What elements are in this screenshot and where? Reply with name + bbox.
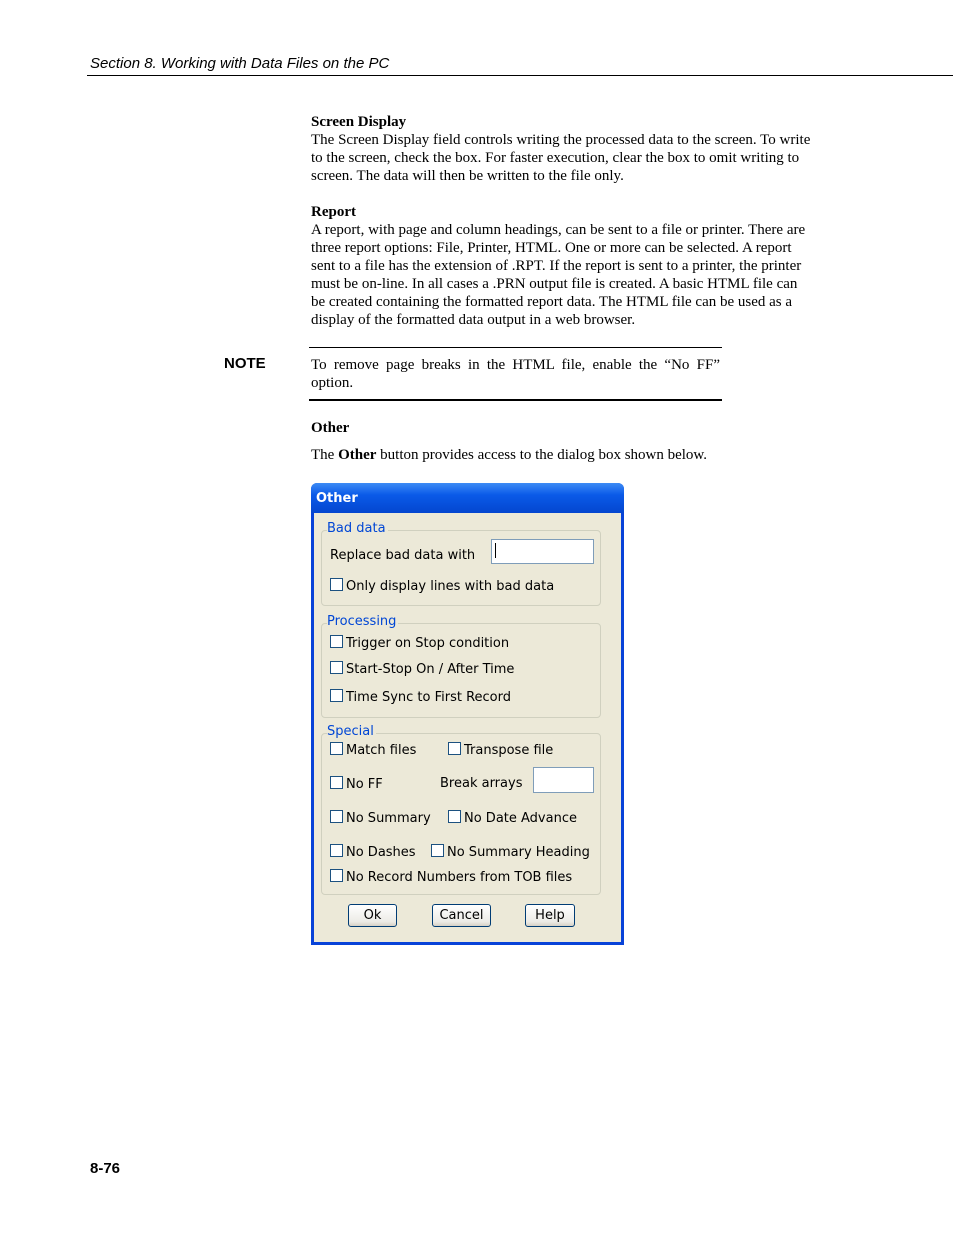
note-box: [309, 347, 722, 401]
cancel-button[interactable]: Cancel: [432, 904, 491, 927]
checkbox-box[interactable]: [330, 578, 343, 591]
checkbox-label: No Date Advance: [464, 811, 577, 826]
break-arrays-input[interactable]: [533, 767, 594, 793]
checkbox-label: No Summary: [346, 811, 431, 826]
start-stop-checkbox[interactable]: [330, 661, 514, 678]
no-ff-checkbox[interactable]: [330, 776, 383, 793]
ok-button[interactable]: Ok: [348, 904, 397, 927]
screen-display-body: The Screen Display field controls writing the processed data to the screen. To write to the screen, check the box. For faster execution, clear the box to omit writing to screen. The data will then be written to the file only.: [311, 132, 811, 184]
note-label: NOTE: [224, 355, 266, 372]
transpose-file-checkbox[interactable]: [448, 742, 553, 759]
running-header: Section 8. Working with Data Files on the PC: [90, 55, 390, 72]
other-heading: Other: [311, 420, 350, 436]
other-intro-bold: Other: [338, 447, 377, 463]
processing-legend: Processing: [327, 614, 397, 629]
checkbox-label: Trigger on Stop condition: [346, 636, 510, 651]
special-legend: Special: [327, 724, 374, 739]
screen-display-heading: Screen Display: [311, 114, 407, 130]
screen-display-section: [311, 113, 811, 185]
special-group: [321, 724, 601, 895]
other-intro: [311, 446, 811, 464]
checkbox-label: Time Sync to First Record: [346, 690, 512, 705]
other-intro-text-end: button provides access to the dialog box shown below.: [376, 447, 708, 463]
checkbox-label: No Dashes: [346, 845, 416, 860]
checkbox-box[interactable]: [431, 844, 444, 857]
other-dialog: [311, 483, 624, 945]
text-caret: [495, 543, 496, 558]
checkbox-label: Match files: [346, 743, 417, 758]
checkbox-label: Only display lines with bad data: [346, 579, 555, 594]
checkbox-box[interactable]: [330, 742, 343, 755]
trigger-on-stop-checkbox[interactable]: [330, 635, 509, 652]
checkbox-box[interactable]: [330, 810, 343, 823]
only-display-bad-data-checkbox[interactable]: [330, 578, 554, 595]
dialog-client-area: [314, 513, 621, 942]
checkbox-box[interactable]: [448, 742, 461, 755]
bad-data-group: [321, 521, 601, 606]
checkbox-box[interactable]: [330, 689, 343, 702]
checkbox-label: Transpose file: [464, 743, 554, 758]
other-section: [311, 419, 811, 464]
report-section: [311, 203, 811, 329]
note-text: To remove page breaks in the HTML file, enable the “No FF” option.: [311, 357, 720, 391]
checkbox-box[interactable]: [330, 776, 343, 789]
checkbox-label: No FF: [346, 777, 383, 792]
checkbox-box[interactable]: [330, 844, 343, 857]
replace-bad-data-input[interactable]: [491, 539, 594, 564]
report-heading: Report: [311, 204, 356, 220]
no-summary-heading-checkbox[interactable]: [431, 844, 590, 861]
checkbox-box[interactable]: [330, 661, 343, 674]
checkbox-label: No Record Numbers from TOB files: [346, 870, 573, 885]
header-rule: [87, 75, 953, 76]
no-date-advance-checkbox[interactable]: [448, 810, 577, 827]
processing-group: [321, 614, 601, 718]
match-files-checkbox[interactable]: [330, 742, 416, 759]
no-dashes-checkbox[interactable]: [330, 844, 416, 861]
checkbox-label: Start-Stop On / After Time: [346, 662, 515, 677]
no-summary-checkbox[interactable]: [330, 810, 431, 827]
checkbox-box[interactable]: [330, 635, 343, 648]
dialog-title: Other: [316, 491, 358, 506]
dialog-title-bar[interactable]: [311, 483, 624, 513]
report-body: A report, with page and column headings, can be sent to a file or printer. There are three report options: File, Printer, HTML. One or more can be selected. A report sent to a file has the extension of .RPT. If the report is sent to a printer, the printer must be on-line. In all cases a .PRN output file is created. A basic HTML file can be created containing the formatted report data. The HTML file can be used as a display of the formatted data output in a web browser.: [311, 222, 806, 328]
page-number: 8-76: [90, 1160, 121, 1177]
checkbox-box[interactable]: [448, 810, 461, 823]
help-button[interactable]: Help: [525, 904, 575, 927]
break-arrays-label: Break arrays: [440, 776, 523, 791]
no-record-numbers-checkbox[interactable]: [330, 869, 572, 886]
bad-data-legend: Bad data: [327, 521, 386, 536]
time-sync-checkbox[interactable]: [330, 689, 511, 706]
other-intro-text: The: [311, 447, 339, 463]
checkbox-box[interactable]: [330, 869, 343, 882]
replace-bad-data-label: Replace bad data with: [330, 548, 476, 563]
checkbox-label: No Summary Heading: [447, 845, 590, 860]
